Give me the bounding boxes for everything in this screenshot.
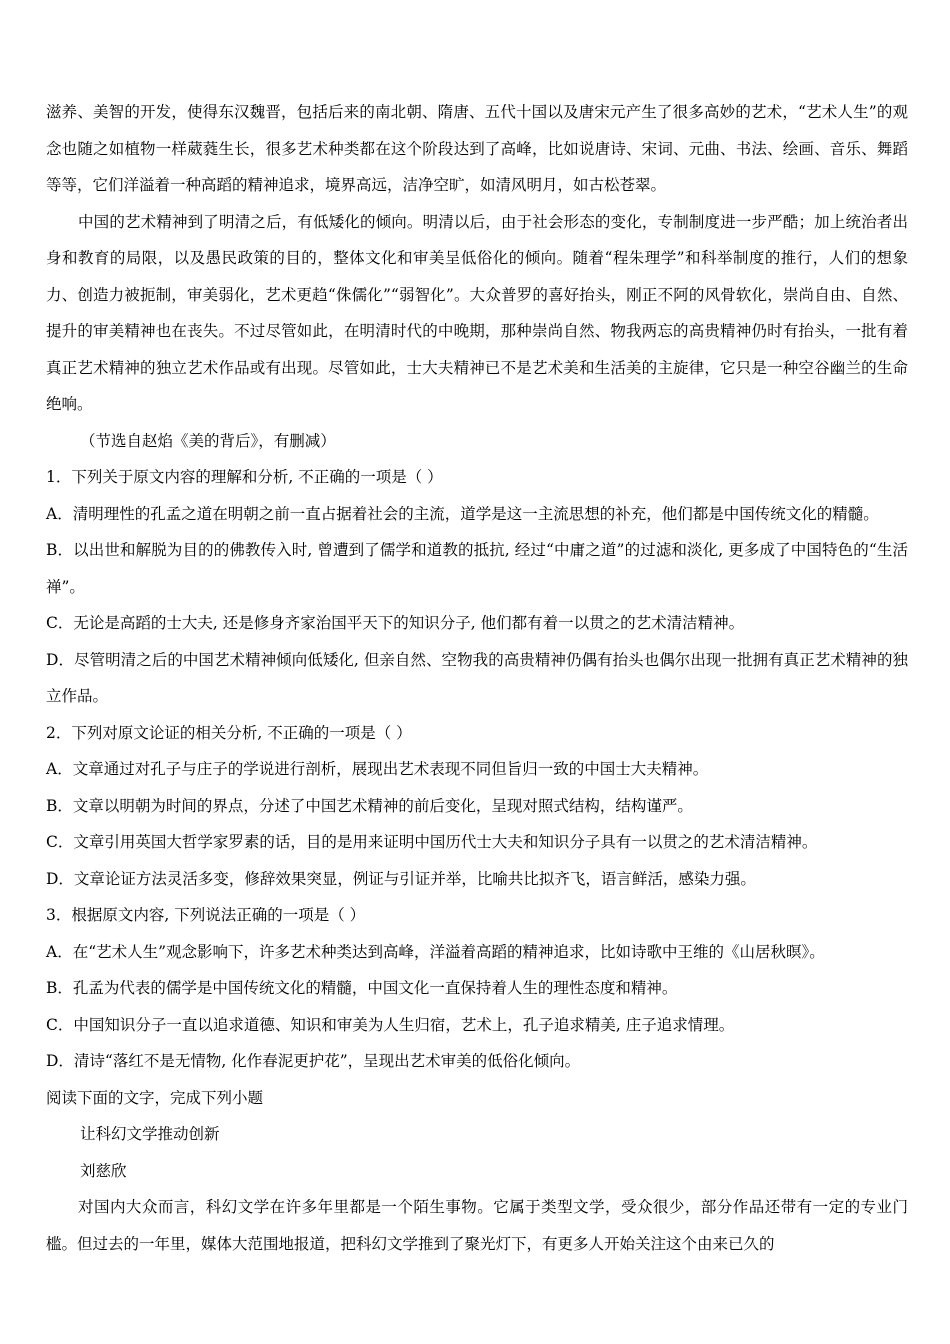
option-d: D．尽管明清之后的中国艺术精神倾向低矮化, 但亲自然、空物我的高贵精神仍偶有抬头也偶尔出现一批拥有真正艺术精神的独立作品。 [46,650,908,705]
question-1 [46,459,908,715]
passage2-author: 刘慈欣 [80,1161,127,1180]
question-stem: 3．根据原文内容, 下列说法正确的一项是（ ） [46,906,366,924]
question-stem: 2．下列对原文论证的相关分析, 不正确的一项是（ ） [46,723,412,742]
option-a: A．文章通过对孔子与庄子的学说进行剖析，展现出艺术表现不同但旨归一致的中国士大夫精神。 [46,760,709,778]
question-stem: 1．下列关于原文内容的理解和分析, 不正确的一项是（ ） [46,468,443,486]
option-a: A．在“艺术人生”观念影响下，许多艺术种类达到高峰，洋溢着高蹈的精神追求，比如诗歌中王维的《山居秋暝》。 [46,942,825,961]
option-d: D．清诗“落红不是无情物, 化作春泥更护花”，呈现出艺术审美的低俗化倾向。 [46,1052,581,1070]
passage2-paragraph-1: 对国内大众而言，科幻文学在许多年里都是一个陌生事物。它属于类型文学，受众很少，部分作品还带有一定的专业门槛。但过去的一年里，媒体大范围地报道，把科幻文学推到了聚光灯下，有更多人开始关注这个由来已久的 [46,1198,908,1253]
document-page [46,94,908,1262]
question-3 [46,897,908,1080]
option-b: B．文章以明朝为时间的界点，分述了中国艺术精神的前后变化，呈现对照式结构，结构谨严。 [46,796,693,815]
passage1-paragraph-continued: 滋养、美智的开发，使得东汉魏晋，包括后来的南北朝、隋唐、五代十国以及唐宋元产生了很多高妙的艺术，“艺术人生”的观念也随之如植物一样葳蕤生长，很多艺术种类都在这个阶段达到了高峰，比如说唐诗、宋词、元曲、书法、绘画、音乐、舞蹈等等，它们洋溢着一种高蹈的精神追求，境界高远，洁净空旷，如清风明月，如古松苍翠。 [46,103,908,194]
option-c: C．中国知识分子一直以追求道德、知识和审美为人生归宿，艺术上，孔子追求精美, 庄子追求情理。 [46,1015,735,1034]
option-b: B．孔孟为代表的儒学是中国传统文化的精髓，中国文化一直保持着人生的理性态度和精神。 [46,979,678,997]
passage1-source: （节选自赵焰《美的背后》，有删减） [80,431,336,450]
option-b: B．以出世和解脱为目的的佛教传入时, 曾遭到了儒学和道教的抵抗, 经过“中庸之道”的过滤和淡化, 更多成了中国特色的“生活禅”。 [46,541,908,596]
passage1-paragraph-2: 中国的艺术精神到了明清之后，有低矮化的倾向。明清以后，由于社会形态的变化，专制制度进一步严酷；加上统治者出身和教育的局限，以及愚民政策的目的，整体文化和审美呈低俗化的倾向。随着“程朱理学”和科举制度的推行，人们的想象力、创造力被扼制，审美弱化，艺术更趋“侏儒化”“弱智化”。大众普罗的喜好抬头，刚正不阿的风骨软化，崇尚自由、自然、提升的审美精神也在丧失。不过尽管如此，在明清时代的中晚期，那种崇尚自然、物我两忘的高贵精神仍时有抬头，一批有着真正艺术精神的独立艺术作品或有出现。尽管如此，士大夫精神已不是艺术美和生活美的主旋律，它只是一种空谷幽兰的生命绝响。 [46,212,908,413]
option-a: A．清明理性的孔孟之道在明朝之前一直占据着社会的主流，道学是这一主流思想的补充，他们都是中国传统文化的精髓。 [46,504,879,523]
option-d: D．文章论证方法灵活多变，修辞效果突显，例证与引证并举，比喻共比拟齐飞，语言鲜活，感染力强。 [46,869,756,888]
passage2-instruction: 阅读下面的文字，完成下列小题 [46,1088,264,1107]
passage2-title: 让科幻文学推动创新 [80,1125,220,1143]
option-c: C．文章引用英国大哲学家罗素的话，目的是用来证明中国历代士大夫和知识分子具有一以贯之的艺术清洁精神。 [46,833,818,851]
question-2 [46,715,908,898]
option-c: C．无论是高蹈的士大夫, 还是修身齐家治国平天下的知识分子, 他们都有着一以贯之的艺术清洁精神。 [46,614,745,632]
